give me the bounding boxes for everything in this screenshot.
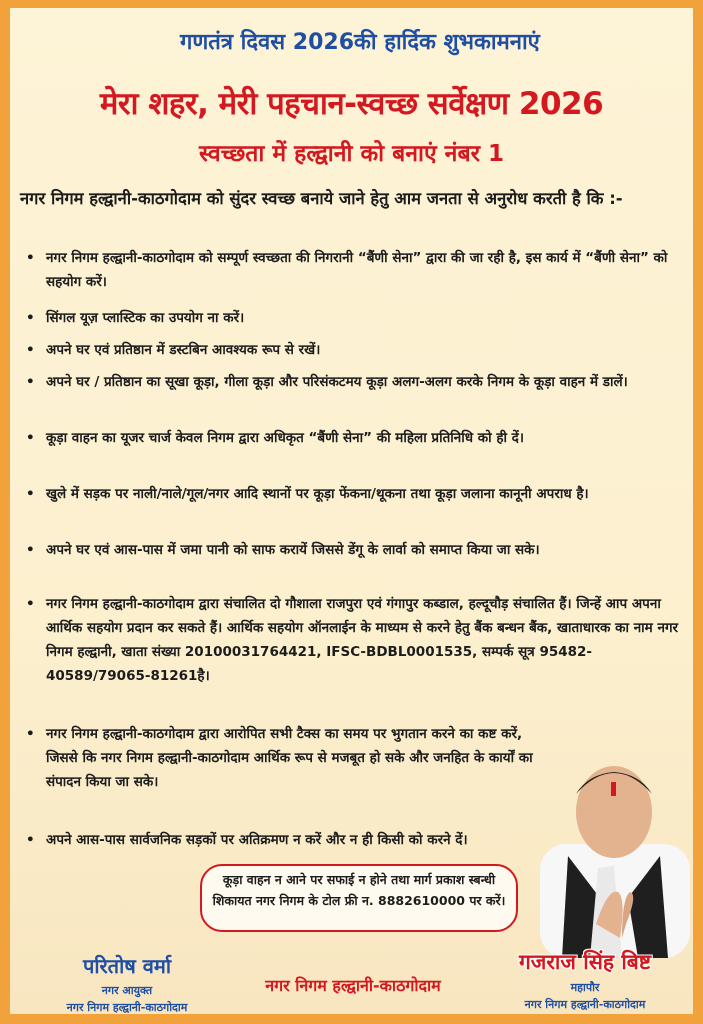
- signatory-org: नगर निगम हल्द्वानी-काठगोदाम: [66, 1001, 188, 1014]
- page-subtitle: स्वच्छता में हल्द्वानी को बनाएं नंबर 1: [198, 141, 505, 167]
- list-item: • नगर निगम हल्द्वानी-काठगोदाम को सम्पूर्ण स्वच्छता की निगरानी “बैंणी सेना” द्वारा की जा रही है, इस कार्य में “बैंणी सेना” को सहयोग करें।: [26, 246, 686, 294]
- complaint-notice: कूड़ा वाहन न आने पर सफाई न होने तथा मार्ग प्रकाश स्बन्धी शिकायत नगर निगम के टोल फ्री न. 8882610000 पर करें।: [200, 864, 518, 932]
- page-title: मेरा शहर, मेरी पहचान-स्वच्छ सर्वेक्षण 2026: [99, 86, 604, 122]
- list-item: • अपने घर / प्रतिष्ठान का सूखा कूड़ा, गीला कूड़ा और परिसंकटमय कूड़ा अलग-अलग करके निगम के कूड़ा वाहन में डालें।: [26, 370, 686, 394]
- list-item: • खुले में सड़क पर नाली/नाले/गूल/नगर आदि स्थानों पर कूड़ा फेंकना/थूकना तथा कूड़ा जलाना कानूनी अपराध है।: [26, 482, 686, 506]
- signatory-org: नगर निगम हल्द्वानी-काठगोदाम: [524, 998, 646, 1011]
- list-item: • नगर निगम हल्द्वानी-काठगोदाम द्वारा आरोपित सभी टैक्स का समय पर भुगतान करने का कष्ट करें, जिससे कि नगर निगम हल्द्वानी-काठगोदाम आर्थिक रूप से मजबूत हो सके और जनहित के कार्यों का संपादन किया जा सके।: [26, 722, 556, 794]
- intro-text: नगर निगम हल्द्वानी-काठगोदाम को सुंदर स्वच्छ बनाये जाने हेतु आम जनता से अनुरोध करती है कि :-: [20, 189, 623, 208]
- signatory-mayor: [480, 948, 690, 1012]
- signatory-name: गजराज सिंह बिष्ट: [518, 950, 652, 974]
- list-item: • नगर निगम हल्द्वानी-काठगोदाम द्वारा संचालित दो गौशाला राजपुरा एवं गंगापुर कब्डाल, हल्दूचौड़ संचालित हैं। जिन्हें आप अपना आर्थिक सहयोग प्रदान कर सकते हैं। आर्थिक सहयोग ऑनलाईन के माध्यम से करने हेतु बैंक बन्धन बैंक, खाताधारक का नाम नगर निगम हल्द्वानी, खाता संख्या 20100031764421, IFSC-BDBL0001535, सम्पर्क सूत्र 95482-40589/79065-81261है।: [26, 592, 686, 688]
- list-item: • कूड़ा वाहन का यूजर चार्ज केवल निगम द्वारा अधिकृत “बैंणी सेना” की महिला प्रतिनिधि को ही दें।: [26, 426, 686, 450]
- signatory-role: नगर आयुक्त: [101, 984, 153, 997]
- list-item: • अपने आस-पास सार्वजनिक सड़कों पर अतिक्रमण न करें और न ही किसी को करने दें।: [26, 828, 556, 852]
- greeting-banner: गणतंत्र दिवस 2026की हार्दिक शुभकामनाएं: [180, 30, 540, 55]
- signatory-role: महापौर: [570, 981, 600, 994]
- signatory-name: परितोष वर्मा: [82, 954, 172, 978]
- list-item: • सिंगल यूज़ प्लास्टिक का उपयोग ना करें।: [26, 306, 686, 330]
- mayor-photo: [510, 748, 693, 958]
- poster: [10, 8, 693, 1014]
- signatory-commissioner: [22, 952, 232, 1014]
- organization-name: नगर निगम हल्द्वानी-काठगोदाम: [265, 976, 441, 995]
- list-item: • अपने घर एवं प्रतिष्ठान में डस्टबिन आवश्यक रूप से रखें।: [26, 338, 686, 362]
- list-item: • अपने घर एवं आस-पास में जमा पानी को साफ करायें जिससे डेंगू के लार्वा को समाप्त किया जा सके।: [26, 538, 686, 562]
